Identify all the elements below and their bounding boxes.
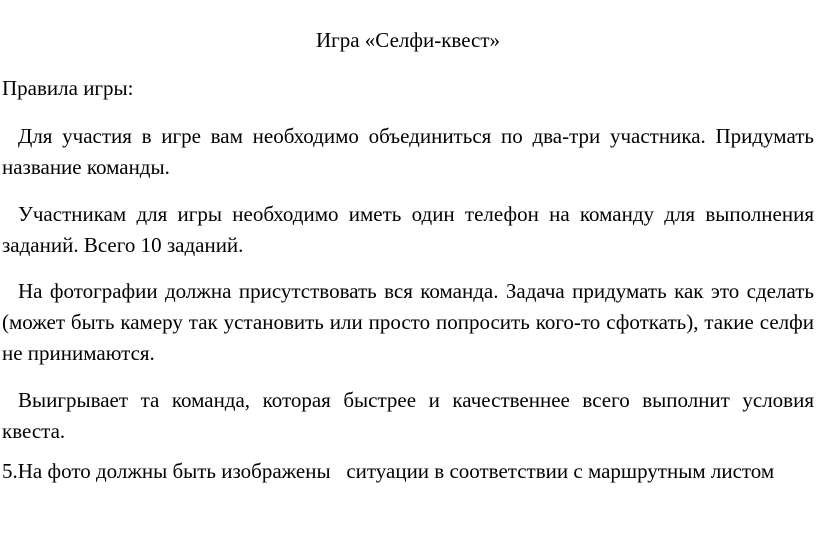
rule-paragraph-3: На фотографии должна присутствовать вся команда. Задача придумать как это сделать (может быть камеру так установить или просто попросить кого-то сфоткать), такие селфи не принимаются. [2,279,814,365]
rules-heading: Правила игры: [2,76,134,100]
document-title: Игра «Селфи-квест» [315,28,501,52]
rule-paragraph-2: Участникам для игры необходимо иметь один телефон на команду для выполнения заданий. Всего 10 заданий. [2,202,814,257]
rule-paragraph-1: Для участия в игре вам необходимо объединиться по два-три участника. Придумать название команды. [2,124,814,179]
rule-paragraph-5: 5.На фото должны быть изображены ситуации в соответствии с маршрутным листом [2,459,775,483]
rule-paragraph-4: Выигрывает та команда, которая быстрее и качественнее всего выполнит условия квеста. [2,388,814,443]
